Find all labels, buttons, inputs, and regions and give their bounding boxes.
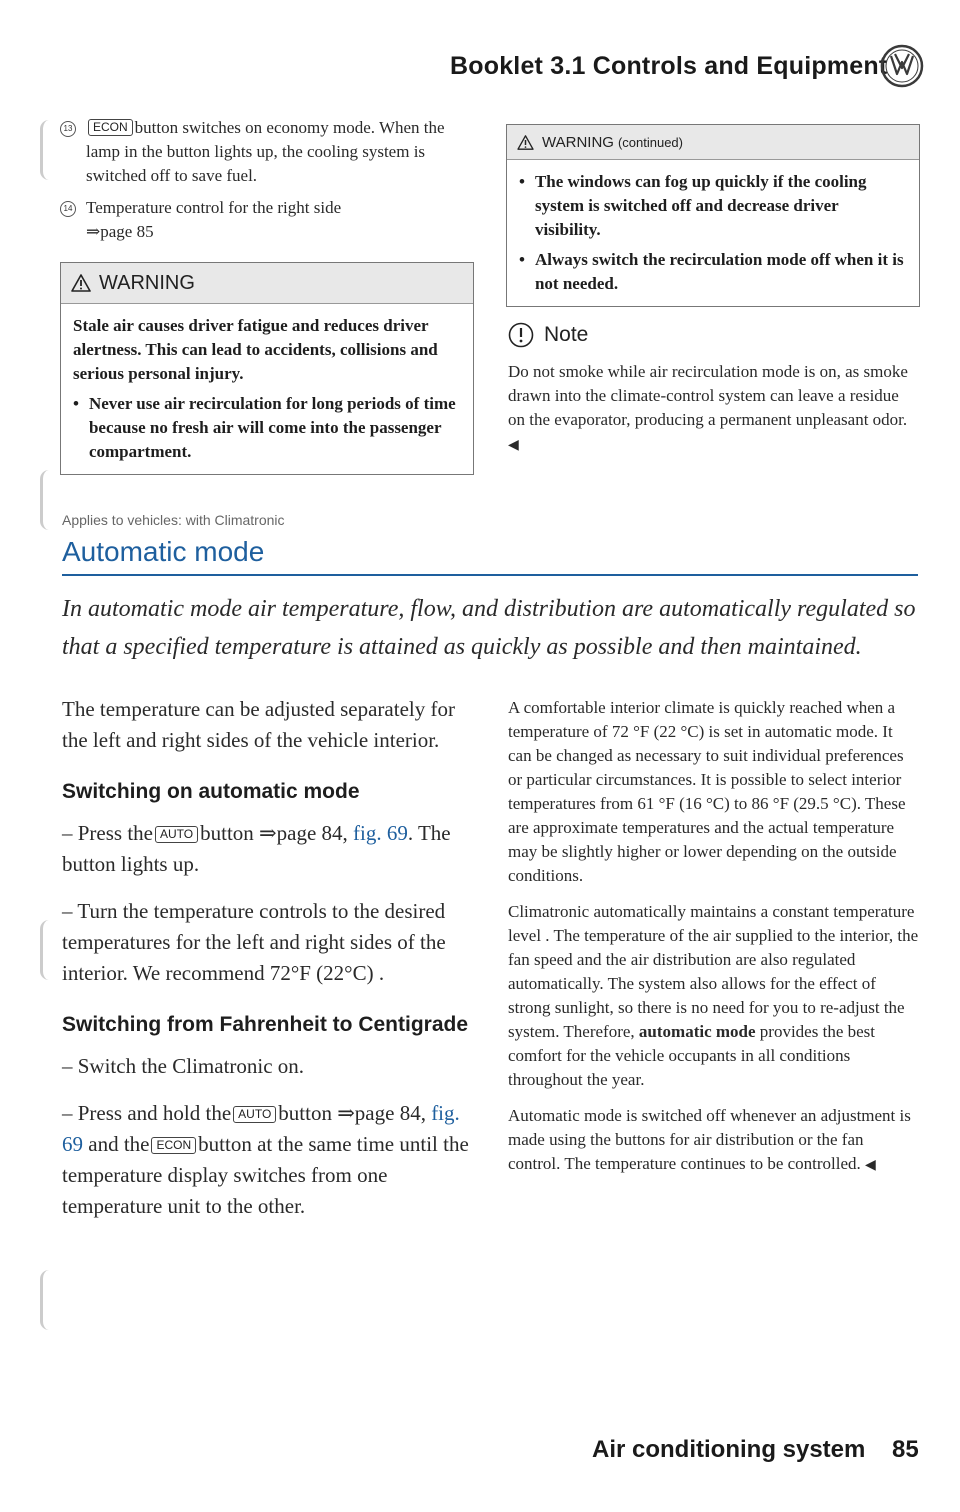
- warning-triangle-icon: [71, 274, 91, 292]
- step-text: button ⇒page 84,: [200, 821, 348, 845]
- econ-key-label: ECON: [88, 119, 133, 136]
- warning-bullet: • The windows can fog up quickly if the cooling system is switched off and decrease driver visibility.: [519, 170, 907, 242]
- section-intro: In automatic mode air temperature, flow, and distribution are automatically regulated so that a specified temperature is attained as quickly as possible and then maintained.: [62, 596, 916, 660]
- step-text: button at the same time until the temperature display switches from one temperature unit to the other.: [62, 1132, 469, 1218]
- figure-link[interactable]: fig. 69: [62, 1101, 460, 1156]
- note-body: Do not smoke while air recirculation mode is on, as smoke drawn into the climate-control system can leave a residue on the evaporator, producing a permanent unpleasant odor.: [508, 362, 908, 429]
- paragraph-switched-off: [508, 1104, 920, 1178]
- note-header: [508, 322, 588, 348]
- warning-intro: Stale air causes driver fatigue and reduces driver alertness. This can lead to accidents, collisions and serious personal injury.: [73, 316, 438, 383]
- paragraph-comfort: A comfortable interior climate is quickly reached when a temperature of 72 °F (22 °C) is set in automatic mode. It can be changed as necessary to suit individual preferences or particular circumstances. It is possible to select interior temperatures from 61 °F (16 °C) to 86 °F (29.5 °C). These are approximate temperatures and the actual temperature may be slightly higher or lower depending on the outside conditions.: [508, 698, 906, 885]
- step-text: . The button lights up.: [62, 821, 451, 876]
- item-14-text: Temperature control for the right side: [86, 198, 342, 217]
- note-exclamation-icon: [508, 322, 534, 348]
- item-13-text: button switches on economy mode. When the lamp in the button lights up, the cooling system is switched off to save fuel.: [86, 118, 445, 185]
- auto-key-label: AUTO: [233, 1106, 276, 1123]
- item-14: [60, 196, 470, 244]
- figure-link[interactable]: fig. 69: [353, 821, 408, 845]
- warning-bullet-text: Never use air recirculation for long periods of time because no fresh air will come into the passenger compartment.: [88, 394, 456, 461]
- warning-continued: (continued): [617, 134, 683, 150]
- subheading-fahrenheit-centigrade: Switching from Fahrenheit to Centigrade: [62, 1013, 469, 1036]
- warning-bullet: • Always switch the recirculation mode off when it is not needed.: [519, 248, 907, 296]
- warning-box-left: [60, 262, 474, 475]
- body-right-column: [508, 696, 920, 1178]
- end-marker-icon: ◀: [508, 438, 519, 453]
- page-reference: ⇒page 85: [86, 222, 154, 241]
- page-number: 85: [892, 1436, 919, 1463]
- step-text: button ⇒page 84,: [278, 1101, 426, 1125]
- auto-key-label: AUTO: [155, 826, 198, 843]
- paragraph-text: Automatic mode is switched off whenever an adjustment is made using the buttons for air distribution or the fan control. The temperature continues to be controlled.: [508, 1106, 911, 1173]
- binding-mark: [40, 470, 49, 530]
- lead-paragraph: The temperature can be adjusted separately for the left and right sides of the vehicle interior.: [62, 697, 455, 752]
- warning-header: [61, 263, 473, 304]
- subheading-automatic-mode: Switching on automatic mode: [62, 780, 360, 803]
- step-press-auto: [62, 818, 474, 880]
- warning-header: [507, 125, 919, 160]
- vw-logo-icon: [880, 44, 924, 88]
- callout-number: 13: [60, 121, 76, 137]
- body-left-column: [62, 694, 474, 1222]
- page-header-title: Booklet 3.1 Controls and Equipment: [450, 52, 888, 80]
- note-title: Note: [544, 323, 589, 346]
- warning-triangle-icon: [517, 135, 534, 150]
- section-title: Automatic mode: [62, 536, 265, 567]
- step-turn-controls: – Turn the temperature controls to the desired temperatures for the left and right sides of the interior. We recommend 72°F (22°C) .: [62, 899, 446, 985]
- footer-chapter-title: Air conditioning system: [592, 1436, 866, 1463]
- warning-bullet-text: Always switch the recirculation mode off when it is not needed.: [534, 250, 904, 293]
- binding-mark: [40, 120, 49, 180]
- paragraph-emphasis: automatic mode: [638, 1022, 756, 1041]
- paragraph-text: provides the best comfort for the vehicle occupants in all conditions throughout the year.: [508, 1022, 875, 1089]
- applies-to-label: Applies to vehicles: with Climatronic: [62, 512, 285, 528]
- step-switch-on: – Switch the Climatronic on.: [62, 1054, 305, 1078]
- callout-number: 14: [60, 201, 76, 217]
- binding-mark: [40, 1270, 49, 1330]
- item-13: [60, 116, 470, 188]
- step-press-hold: [62, 1098, 474, 1222]
- warning-title: WARNING: [542, 133, 614, 151]
- binding-mark: [40, 920, 49, 980]
- warning-title: WARNING: [99, 271, 195, 294]
- warning-bullet-text: The windows can fog up quickly if the cooling system is switched off and decrease driver visibility.: [534, 172, 867, 239]
- paragraph-climatronic: [508, 900, 920, 1092]
- paragraph-text: Climatronic automatically maintains a constant temperature level . The temperature of the air supplied to the interior, the fan speed and the air distribution are also regulated automatically. The system also allows for the effect of strong sunlight, so there is no need for you to re-adjust the system. Therefore,: [508, 902, 919, 1041]
- warning-box-right: [506, 124, 920, 307]
- note-text: [508, 360, 918, 458]
- econ-key-label: ECON: [151, 1137, 196, 1154]
- section-title-rule: [62, 574, 918, 576]
- end-marker-icon: ◀: [865, 1158, 876, 1173]
- step-text: – Press and hold the: [62, 1101, 232, 1125]
- step-text: and the: [88, 1132, 150, 1156]
- warning-bullet: • Never use air recirculation for long periods of time because no fresh air will come into the passenger compartment.: [73, 392, 461, 464]
- step-text: – Press the: [62, 821, 153, 845]
